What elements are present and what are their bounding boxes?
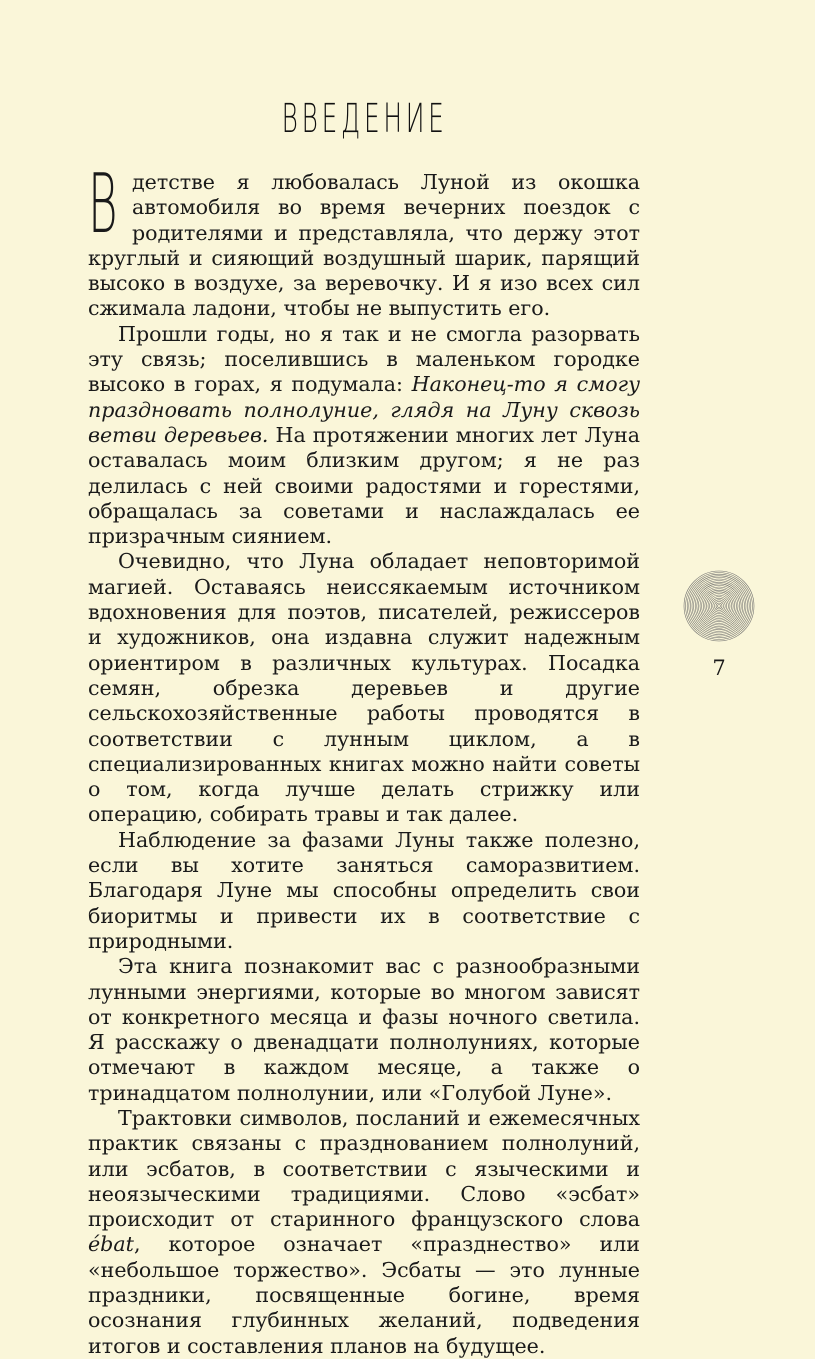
paragraph-text: Наблюдение за фазами Луны также полезно, если вы хотите заняться саморазвитием. Благодаря Луне мы способны определить свои биоритмы и привести их в соответствие с природными.: [88, 827, 640, 953]
body-text: [88, 157, 641, 1359]
concentric-circles-icon: [683, 570, 755, 642]
paragraph-text: Трактовки символов, посланий и ежемесячных практик связаны с празднованием полнолуний, или эсбатов, в соответствии с языческими и неоязыческими традициями. Слово «эсбат» происходит от старинного французского слова: [88, 1105, 640, 1232]
italic-word: ébat: [88, 1232, 134, 1257]
paragraph-text: Прошли годы, но я так и не смогла разорвать эту связь; поселившись в маленьком городке высоко в горах, я подумала:: [88, 321, 640, 397]
paragraph-text: , которое означает «празднество» или «небольшое торжество». Эсбаты — это лунные праздники, посвященные богине, время осознания глубинных желаний, подведения итогов и составления планов на будущее.: [88, 1232, 640, 1358]
paragraph-text: Эта книга познакомит вас с разнообразными лунными энергиями, которые во многом зависят от конкретного месяца и фазы ночного светила. Я расскажу о двенадцати полнолуниях, которые отмечают в каждом месяце, а также о тринадцатом полнолунии, или «Голубой Луне».: [88, 954, 640, 1105]
chapter-title: ВВЕДЕНИЕ: [281, 96, 448, 142]
paragraph-text: На протяжении многих лет Луна оставалась моим близким другом; я не раз делилась с ней своими радостями и горестями, обращалась за советами и наслаждалась ее призрачным сиянием.: [88, 422, 640, 549]
paragraph-6: [88, 1106, 640, 1359]
paragraph-4: [88, 828, 640, 954]
drop-cap: В: [88, 157, 118, 252]
paragraph-5: [88, 954, 640, 1106]
page-number: 7: [712, 656, 726, 680]
paragraph-1: [88, 157, 640, 322]
paragraph-text: Очевидно, что Луна обладает неповторимой магией. Оставаясь неиссякаемым источником вдохновения для поэтов, писателей, режиссеров и художников, она издавна служит надежным ориентиром в различных культурах. Посадка семян, обрезка деревьев и другие сельскохозяйственные работы проводятся в соответствии с лунным циклом, а в специализированных книгах можно найти советы о том, когда лучше делать стрижку или операцию, собирать травы и так далее.: [88, 549, 640, 827]
paragraph-2: [88, 322, 640, 550]
paragraph-3: [88, 549, 640, 827]
italic-phrase: Наконец-то я смогу праздновать полнолуние, глядя на Луну сквозь ветви деревьев.: [88, 372, 641, 447]
paragraph-text: детстве я любовалась Луной из окошка автомобиля во время вечерних поездок с родителями и представляла, что держу этот круглый и сияющий воздушный шарик, парящий высоко в воздухе, за веревочку. И я изо всех сил сжимала ладони, чтобы не выпустить его.: [88, 170, 640, 321]
